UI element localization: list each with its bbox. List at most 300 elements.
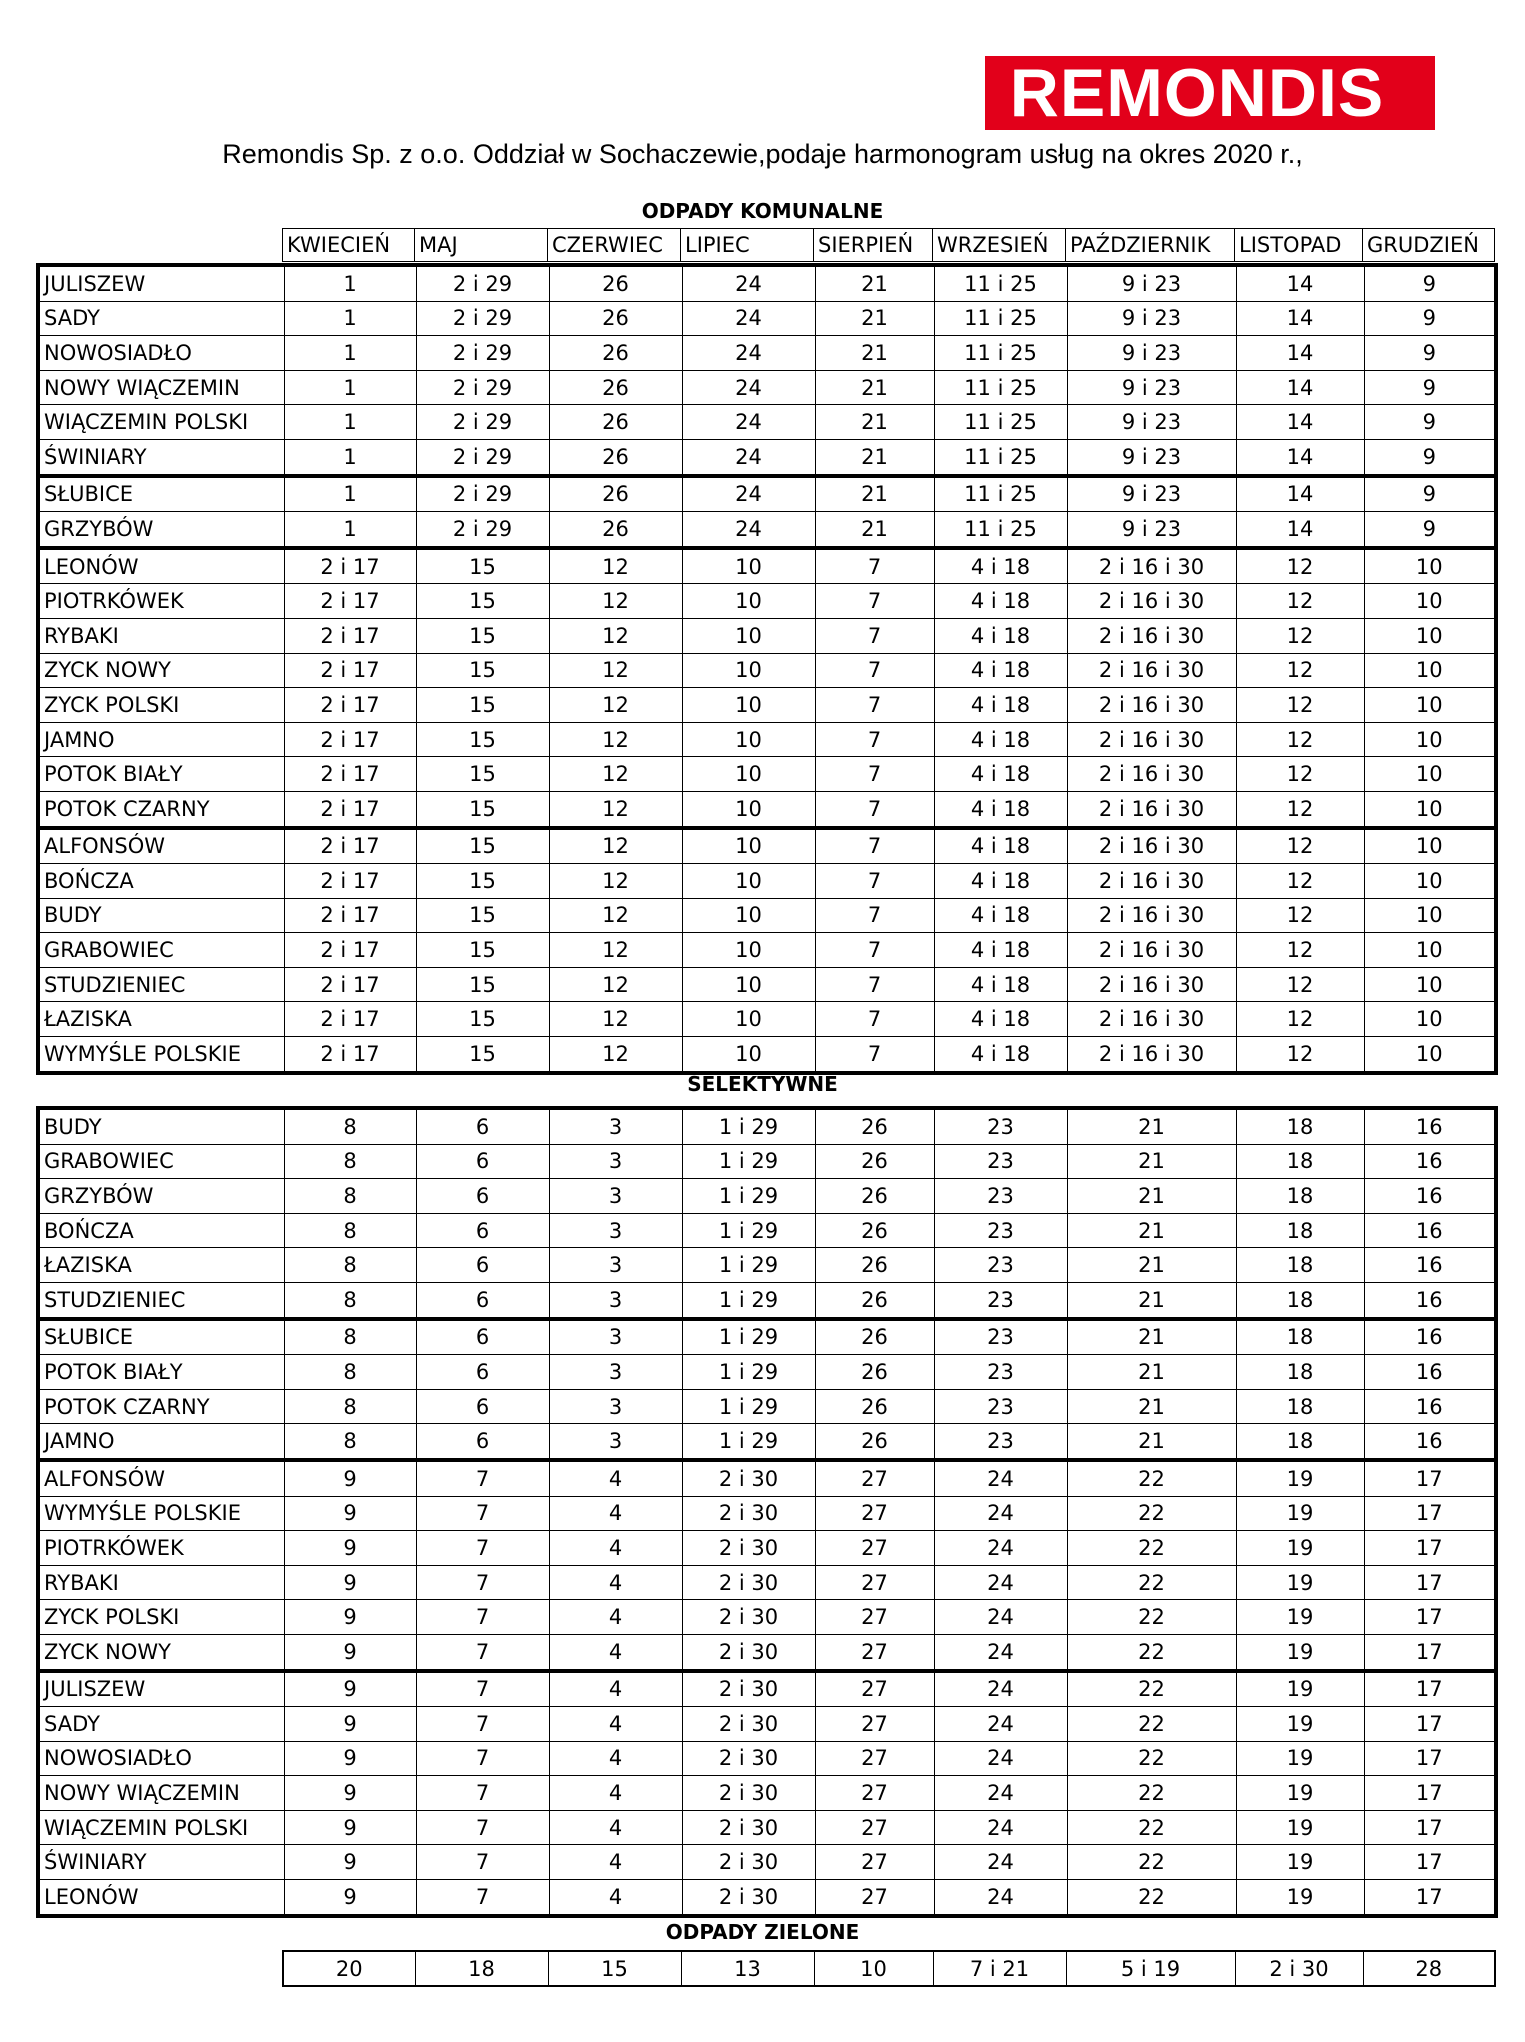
date-cell: 26 [549,405,682,440]
date-cell: 27 [815,1496,934,1531]
locality-name: SADY [38,1707,284,1742]
date-cell: 2 i 17 [284,933,416,968]
table-row [38,1319,1496,1355]
month-header-cell: PAŹDZIERNIK [1066,229,1235,262]
date-cell: 24 [682,370,815,405]
date-cell: 10 [682,1002,815,1037]
locality-name: GRZYBÓW [38,1179,284,1214]
date-cell: 27 [815,1810,934,1845]
date-cell: 3 [549,1144,682,1179]
komunalne-table [36,263,1498,1075]
registered-mark: ® [1386,28,1410,52]
date-cell: 2 i 29 [416,439,549,475]
date-cell: 8 [284,1389,416,1424]
green-date-cell: 5 i 19 [1066,1951,1235,1986]
date-cell: 16 [1364,1355,1496,1390]
date-cell: 1 i 29 [682,1319,815,1355]
date-cell: 1 [284,439,416,475]
date-cell: 23 [934,1282,1067,1318]
date-cell: 12 [549,548,682,584]
date-cell: 15 [416,933,549,968]
date-cell: 2 i 16 i 30 [1067,791,1236,827]
date-cell: 17 [1364,1776,1496,1811]
date-cell: 9 i 23 [1067,439,1236,475]
date-cell: 10 [1364,688,1496,723]
date-cell: 26 [815,1319,934,1355]
locality-name: RYBAKI [38,1565,284,1600]
locality-name: NOWOSIADŁO [38,336,284,371]
date-cell: 8 [284,1424,416,1460]
month-header-cell: MAJ [415,229,548,262]
date-cell: 24 [934,1671,1067,1707]
date-cell: 21 [1067,1355,1236,1390]
date-cell: 2 i 29 [416,476,549,512]
date-cell: 24 [934,1810,1067,1845]
date-cell: 26 [549,265,682,301]
date-cell: 24 [682,512,815,548]
date-cell: 21 [815,336,934,371]
date-cell: 9 i 23 [1067,336,1236,371]
date-cell: 26 [815,1108,934,1144]
table-row [38,439,1496,475]
date-cell: 2 i 17 [284,864,416,899]
table-row [38,1002,1496,1037]
date-cell: 22 [1067,1496,1236,1531]
date-cell: 2 i 29 [416,370,549,405]
green-date-cell: 10 [814,1951,933,1986]
date-cell: 6 [416,1319,549,1355]
date-cell: 21 [815,301,934,336]
locality-name: ZYCK NOWY [38,1634,284,1670]
locality-name: WIĄCZEMIN POLSKI [38,1810,284,1845]
date-cell: 12 [1236,828,1364,864]
date-cell: 11 i 25 [934,405,1067,440]
green-date-cell: 15 [548,1951,681,1986]
date-cell: 2 i 30 [682,1741,815,1776]
month-header-cell: LISTOPAD [1235,229,1363,262]
table-row [38,1213,1496,1248]
date-cell: 16 [1364,1248,1496,1283]
date-cell: 12 [1236,791,1364,827]
date-cell: 10 [682,584,815,619]
locality-name: JULISZEW [38,265,284,301]
table-row [38,967,1496,1002]
table-row [38,1741,1496,1776]
date-cell: 4 [549,1634,682,1670]
locality-name: POTOK BIAŁY [38,1355,284,1390]
date-cell: 23 [934,1248,1067,1283]
locality-name: LEONÓW [38,1880,284,1916]
date-cell: 9 i 23 [1067,512,1236,548]
date-cell: 9 i 23 [1067,301,1236,336]
date-cell: 26 [549,336,682,371]
locality-name: ZYCK NOWY [38,653,284,688]
date-cell: 1 [284,265,416,301]
date-cell: 10 [682,791,815,827]
date-cell: 9 i 23 [1067,405,1236,440]
date-cell: 22 [1067,1810,1236,1845]
date-cell: 19 [1236,1496,1364,1531]
table-row [38,1037,1496,1073]
date-cell: 2 i 16 i 30 [1067,898,1236,933]
locality-name: ALFONSÓW [38,828,284,864]
date-cell: 10 [1364,584,1496,619]
date-cell: 17 [1364,1531,1496,1566]
date-cell: 18 [1236,1213,1364,1248]
date-cell: 9 i 23 [1067,476,1236,512]
date-cell: 2 i 29 [416,301,549,336]
table-row [38,584,1496,619]
date-cell: 27 [815,1600,934,1635]
green-date-cell: 18 [415,1951,548,1986]
date-cell: 4 [549,1531,682,1566]
date-cell: 7 [815,898,934,933]
date-cell: 15 [416,722,549,757]
date-cell: 12 [1236,1037,1364,1073]
date-cell: 10 [1364,757,1496,792]
date-cell: 12 [549,584,682,619]
date-cell: 19 [1236,1671,1364,1707]
date-cell: 22 [1067,1600,1236,1635]
table-row [38,1880,1496,1916]
date-cell: 27 [815,1531,934,1566]
date-cell: 3 [549,1424,682,1460]
date-cell: 12 [549,864,682,899]
date-cell: 10 [682,933,815,968]
date-cell: 7 [416,1707,549,1742]
locality-name: PIOTRKÓWEK [38,1531,284,1566]
date-cell: 2 i 30 [682,1845,815,1880]
date-cell: 14 [1236,476,1364,512]
date-cell: 1 [284,370,416,405]
date-cell: 4 i 18 [934,1002,1067,1037]
date-cell: 15 [416,688,549,723]
locality-name: ŚWINIARY [38,439,284,475]
date-cell: 17 [1364,1634,1496,1670]
date-cell: 16 [1364,1389,1496,1424]
date-cell: 2 i 17 [284,1002,416,1037]
date-cell: 2 i 30 [682,1460,815,1496]
date-cell: 4 i 18 [934,584,1067,619]
locality-name: ŚWINIARY [38,1845,284,1880]
date-cell: 21 [815,370,934,405]
date-cell: 1 i 29 [682,1424,815,1460]
date-cell: 22 [1067,1671,1236,1707]
locality-name: GRZYBÓW [38,512,284,548]
locality-name: JULISZEW [38,1671,284,1707]
date-cell: 4 i 18 [934,618,1067,653]
date-cell: 10 [1364,618,1496,653]
date-cell: 12 [549,757,682,792]
locality-name: SŁUBICE [38,476,284,512]
date-cell: 21 [1067,1248,1236,1283]
date-cell: 19 [1236,1600,1364,1635]
date-cell: 1 i 29 [682,1282,815,1318]
date-cell: 3 [549,1282,682,1318]
date-cell: 22 [1067,1707,1236,1742]
date-cell: 18 [1236,1355,1364,1390]
date-cell: 14 [1236,512,1364,548]
date-cell: 12 [549,933,682,968]
date-cell: 2 i 30 [682,1565,815,1600]
table-row [38,688,1496,723]
date-cell: 14 [1236,405,1364,440]
date-cell: 19 [1236,1880,1364,1916]
date-cell: 12 [549,791,682,827]
date-cell: 19 [1236,1460,1364,1496]
date-cell: 12 [1236,864,1364,899]
date-cell: 1 [284,336,416,371]
date-cell: 7 [416,1671,549,1707]
date-cell: 24 [682,301,815,336]
date-cell: 6 [416,1213,549,1248]
date-cell: 26 [815,1389,934,1424]
date-cell: 24 [934,1741,1067,1776]
date-cell: 24 [934,1880,1067,1916]
date-cell: 2 i 16 i 30 [1067,967,1236,1002]
date-cell: 15 [416,584,549,619]
date-cell: 8 [284,1144,416,1179]
date-cell: 1 i 29 [682,1213,815,1248]
date-cell: 7 [815,757,934,792]
date-cell: 24 [682,265,815,301]
table-row [38,1707,1496,1742]
locality-name: RYBAKI [38,618,284,653]
date-cell: 6 [416,1179,549,1214]
date-cell: 10 [1364,1002,1496,1037]
date-cell: 11 i 25 [934,512,1067,548]
month-header-cell: WRZESIEŃ [933,229,1066,262]
date-cell: 10 [682,618,815,653]
date-cell: 8 [284,1108,416,1144]
date-cell: 2 i 16 i 30 [1067,864,1236,899]
date-cell: 4 [549,1600,682,1635]
date-cell: 15 [416,653,549,688]
date-cell: 7 [815,864,934,899]
date-cell: 1 i 29 [682,1248,815,1283]
date-cell: 4 i 18 [934,933,1067,968]
date-cell: 21 [1067,1389,1236,1424]
date-cell: 24 [934,1776,1067,1811]
date-cell: 18 [1236,1108,1364,1144]
date-cell: 19 [1236,1776,1364,1811]
date-cell: 21 [1067,1282,1236,1318]
date-cell: 4 i 18 [934,864,1067,899]
date-cell: 7 [416,1460,549,1496]
selektywne-table [36,1106,1498,1918]
date-cell: 4 i 18 [934,828,1067,864]
date-cell: 2 i 17 [284,791,416,827]
date-cell: 15 [416,864,549,899]
date-cell: 15 [416,618,549,653]
date-cell: 12 [1236,548,1364,584]
locality-name: BUDY [38,1108,284,1144]
date-cell: 26 [815,1355,934,1390]
date-cell: 7 [815,722,934,757]
date-cell: 21 [1067,1213,1236,1248]
date-cell: 2 i 29 [416,512,549,548]
locality-name: WYMYŚLE POLSKIE [38,1496,284,1531]
table-row [38,301,1496,336]
date-cell: 23 [934,1389,1067,1424]
table-row [38,933,1496,968]
date-cell: 27 [815,1707,934,1742]
date-cell: 21 [1067,1108,1236,1144]
date-cell: 2 i 29 [416,265,549,301]
date-cell: 11 i 25 [934,265,1067,301]
locality-name: NOWY WIĄCZEMIN [38,1776,284,1811]
date-cell: 2 i 16 i 30 [1067,722,1236,757]
table-row [38,1424,1496,1460]
table-row [38,1671,1496,1707]
date-cell: 4 [549,1776,682,1811]
date-cell: 14 [1236,370,1364,405]
table-row [38,1144,1496,1179]
date-cell: 10 [1364,898,1496,933]
date-cell: 10 [682,898,815,933]
date-cell: 2 i 17 [284,584,416,619]
date-cell: 14 [1236,301,1364,336]
date-cell: 9 [1364,265,1496,301]
date-cell: 19 [1236,1845,1364,1880]
date-cell: 9 [284,1600,416,1635]
date-cell: 10 [682,967,815,1002]
locality-name: GRABOWIEC [38,933,284,968]
green-date-cell: 13 [681,1951,814,1986]
date-cell: 24 [682,439,815,475]
locality-name: POTOK CZARNY [38,791,284,827]
date-cell: 18 [1236,1179,1364,1214]
date-cell: 10 [1364,722,1496,757]
date-cell: 22 [1067,1634,1236,1670]
date-cell: 6 [416,1355,549,1390]
date-cell: 16 [1364,1213,1496,1248]
date-cell: 2 i 30 [682,1671,815,1707]
table-row [38,1248,1496,1283]
date-cell: 7 [416,1600,549,1635]
date-cell: 9 [284,1880,416,1916]
date-cell: 23 [934,1424,1067,1460]
date-cell: 9 [284,1634,416,1670]
date-cell: 11 i 25 [934,336,1067,371]
date-cell: 4 i 18 [934,688,1067,723]
date-cell: 8 [284,1248,416,1283]
table-row [38,1810,1496,1845]
date-cell: 7 [815,967,934,1002]
date-cell: 10 [682,828,815,864]
date-cell: 9 [1364,439,1496,475]
date-cell: 4 i 18 [934,791,1067,827]
date-cell: 24 [934,1634,1067,1670]
date-cell: 2 i 30 [682,1810,815,1845]
date-cell: 7 [815,933,934,968]
date-cell: 2 i 16 i 30 [1067,688,1236,723]
date-cell: 12 [549,828,682,864]
date-cell: 14 [1236,439,1364,475]
date-cell: 16 [1364,1282,1496,1318]
date-cell: 17 [1364,1460,1496,1496]
date-cell: 23 [934,1213,1067,1248]
date-cell: 1 i 29 [682,1355,815,1390]
table-row [38,476,1496,512]
date-cell: 2 i 30 [682,1496,815,1531]
date-cell: 12 [1236,688,1364,723]
date-cell: 12 [549,898,682,933]
date-cell: 21 [1067,1144,1236,1179]
date-cell: 26 [815,1424,934,1460]
date-cell: 24 [682,405,815,440]
table-row [38,791,1496,827]
date-cell: 6 [416,1282,549,1318]
date-cell: 23 [934,1108,1067,1144]
date-cell: 9 [284,1460,416,1496]
date-cell: 16 [1364,1179,1496,1214]
date-cell: 15 [416,828,549,864]
date-cell: 2 i 16 i 30 [1067,933,1236,968]
table-row [38,653,1496,688]
table-row [38,512,1496,548]
date-cell: 7 [815,688,934,723]
date-cell: 12 [1236,584,1364,619]
date-cell: 12 [1236,933,1364,968]
date-cell: 15 [416,791,549,827]
locality-name: ZYCK POLSKI [38,1600,284,1635]
date-cell: 12 [549,653,682,688]
date-cell: 17 [1364,1741,1496,1776]
locality-name: BUDY [38,898,284,933]
date-cell: 26 [549,476,682,512]
locality-name: JAMNO [38,722,284,757]
date-cell: 10 [1364,1037,1496,1073]
date-cell: 2 i 17 [284,898,416,933]
date-cell: 12 [1236,653,1364,688]
date-cell: 26 [815,1179,934,1214]
date-cell: 2 i 17 [284,1037,416,1073]
table-row [38,1282,1496,1318]
date-cell: 4 i 18 [934,967,1067,1002]
date-cell: 2 i 29 [416,405,549,440]
date-cell: 4 i 18 [934,1037,1067,1073]
date-cell: 4 [549,1565,682,1600]
date-cell: 2 i 16 i 30 [1067,1002,1236,1037]
locality-name: GRABOWIEC [38,1144,284,1179]
date-cell: 26 [815,1144,934,1179]
date-cell: 9 [284,1565,416,1600]
date-cell: 2 i 17 [284,618,416,653]
date-cell: 19 [1236,1810,1364,1845]
table-row [38,1634,1496,1670]
date-cell: 22 [1067,1565,1236,1600]
table-row [38,1496,1496,1531]
date-cell: 12 [549,1002,682,1037]
date-cell: 8 [284,1282,416,1318]
date-cell: 17 [1364,1565,1496,1600]
date-cell: 24 [934,1565,1067,1600]
month-header-cell: CZERWIEC [548,229,681,262]
month-header-cell: SIERPIEŃ [814,229,933,262]
date-cell: 2 i 30 [682,1600,815,1635]
date-cell: 2 i 17 [284,688,416,723]
zielone-row [283,1951,1495,1986]
date-cell: 22 [1067,1776,1236,1811]
table-row [38,548,1496,584]
date-cell: 21 [815,476,934,512]
date-cell: 26 [549,370,682,405]
month-header-cell: KWIECIEŃ [283,229,415,262]
table-row [38,1460,1496,1496]
date-cell: 16 [1364,1424,1496,1460]
date-cell: 2 i 16 i 30 [1067,653,1236,688]
